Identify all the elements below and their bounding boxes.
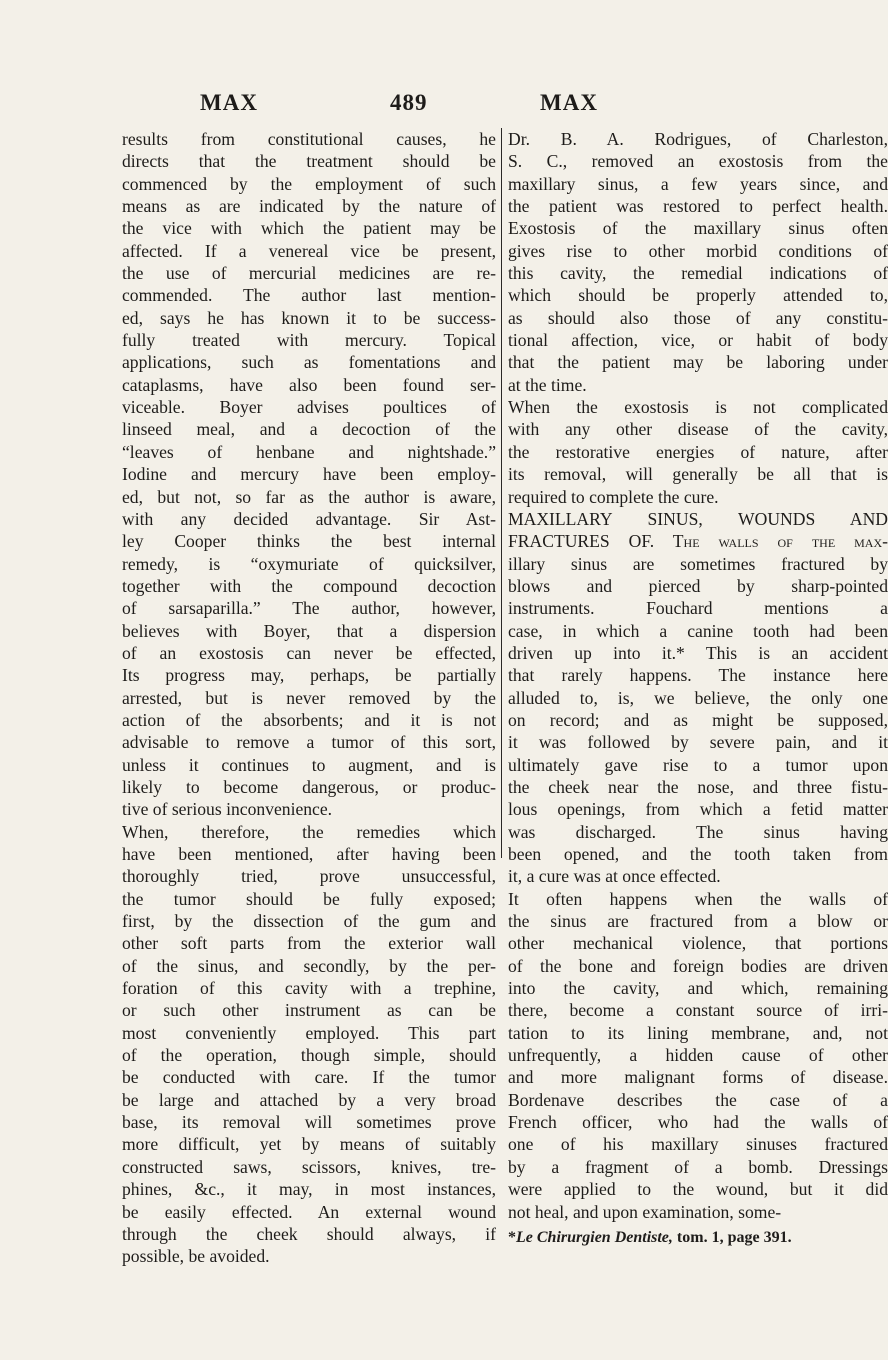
text-line: through the cheek should always, if [122, 1223, 496, 1244]
text-line: that rarely happens. The instance here [508, 665, 888, 686]
text-line: one of his maxillary sinuses fractured [508, 1134, 888, 1155]
column-divider [501, 128, 502, 858]
text-line: FRACTURES OF. The walls of the max- [508, 531, 888, 552]
text-line: and more malignant forms of disease. [508, 1067, 888, 1088]
text-line: tation to its lining membrane, and, not [508, 1022, 888, 1043]
text-line: as should also those of any constitu- [508, 307, 888, 328]
text-line: into the cavity, and which, remaining [508, 978, 888, 999]
text-line: at the time. [508, 374, 587, 395]
text-line: unless it continues to augment, and is [122, 754, 496, 775]
text-line: directs that the treatment should be [122, 151, 496, 172]
text-line: cataplasms, have also been found ser- [122, 374, 496, 395]
text-line: means as are indicated by the nature of [122, 196, 496, 217]
footnote [508, 1227, 888, 1249]
text-line: commended. The author last mention- [122, 285, 496, 306]
text-line: the cheek near the nose, and three fistu- [508, 776, 888, 797]
text-line: be easily effected. An external wound [122, 1201, 496, 1222]
text-line: alluded to, is, we believe, the only one [508, 687, 888, 708]
text-line: ley Cooper thinks the best internal [122, 531, 496, 552]
text-line: likely to become dangerous, or produc- [122, 776, 496, 797]
text-line: When, therefore, the remedies which [122, 821, 496, 842]
text-line: that the patient may be laboring under [508, 352, 888, 373]
text-line: believes with Boyer, that a dispersion [122, 620, 496, 641]
footnote-mark: * [508, 1228, 516, 1246]
text-line: Iodine and mercury have been employ- [122, 464, 496, 485]
text-line: illary sinus are sometimes fractured by [508, 553, 888, 574]
text-line: this cavity, the remedial indications of [508, 263, 888, 284]
text-line: tional affection, vice, or habit of body [508, 330, 888, 351]
text-line: ultimately gave rise to a tumor upon [508, 754, 888, 775]
text-line: of the sinus, and secondly, by the per- [122, 955, 496, 976]
text-line: results from constitutional causes, he [122, 129, 496, 149]
text-line: advisable to remove a tumor of this sort, [122, 732, 496, 753]
footnote-title: Le Chirurgien Dentiste, [516, 1228, 673, 1246]
footnote-reference: tom. 1, page 391. [672, 1228, 792, 1246]
text-line: Dr. B. A. Rodrigues, of Charleston, [508, 129, 888, 149]
text-line: which should be properly attended to, [508, 285, 888, 306]
text-line: it, a cure was at once effected. [508, 866, 721, 887]
text-line: tive of serious inconvenience. [122, 799, 333, 820]
text-line: Exostosis of the maxillary sinus often [508, 218, 888, 239]
text-line: applications, such as fomentations and [122, 352, 496, 373]
text-line: instruments. Fouchard mentions a [508, 598, 888, 619]
text-line: the tumor should be fully exposed; [122, 888, 496, 909]
text-line: was discharged. The sinus having [508, 821, 888, 842]
text-line: with any decided advantage. Sir Ast- [122, 508, 496, 529]
text-line: on record; and as might be supposed, [508, 709, 888, 730]
text-line: MAXILLARY SINUS, WOUNDS AND [508, 508, 888, 529]
text-line: the use of mercurial medicines are re- [122, 263, 496, 284]
text-line: Bordenave describes the case of a [508, 1089, 888, 1110]
text-line: of an exostosis can never be effected, [122, 642, 496, 663]
text-line: lous openings, from which a fetid matter [508, 799, 888, 820]
text-line: ed, says he has known it to be success- [122, 307, 496, 328]
text-line: viceable. Boyer advises poultices of [122, 397, 496, 418]
text-line: remedy, is “oxymuriate of quicksilver, [122, 553, 496, 574]
text-line: the vice with which the patient may be [122, 218, 496, 239]
text-line: ed, but not, so far as the author is aware, [122, 486, 496, 507]
text-line: its removal, will generally be all that is [508, 464, 888, 485]
text-line: “leaves of henbane and nightshade.” [122, 441, 496, 462]
text-line: the sinus are fractured from a blow or [508, 911, 888, 932]
text-line: It often happens when the walls of [508, 888, 888, 909]
text-line: thoroughly tried, prove unsuccessful, [122, 866, 496, 887]
text-line: other soft parts from the exterior wall [122, 933, 496, 954]
text-line: the patient was restored to perfect health. [508, 196, 888, 217]
left-column [122, 128, 496, 1268]
text-line: it was followed by severe pain, and it [508, 732, 888, 753]
text-line: maxillary sinus, a few years since, and [508, 173, 888, 194]
text-line: French officer, who had the walls of [508, 1112, 888, 1133]
header-left-word: MAX [200, 90, 258, 115]
text-line: more difficult, yet by means of suitably [122, 1134, 496, 1155]
text-line: Its progress may, perhaps, be partially [122, 665, 496, 686]
text-line: have been mentioned, after having been [122, 844, 496, 864]
text-line: were applied to the wound, but it did [508, 1179, 888, 1200]
text-line: case, in which a canine tooth had been [508, 620, 888, 641]
text-line: arrested, but is never removed by the [122, 687, 496, 708]
text-line: constructed saws, scissors, knives, tre- [122, 1156, 496, 1177]
text-line: of the bone and foreign bodies are driven [508, 955, 888, 976]
text-line: driven up into it.* This is an accident [508, 642, 888, 663]
text-line: linseed meal, and a decoction of the [122, 419, 496, 440]
header-right-word: MAX [540, 90, 598, 115]
text-line: be conducted with care. If the tumor [122, 1067, 496, 1088]
text-line: been opened, and the tooth taken from [508, 844, 888, 864]
text-line: action of the absorbents; and it is not [122, 709, 496, 730]
text-line: phines, &c., it may, in most instances, [122, 1179, 496, 1200]
text-line: by a fragment of a bomb. Dressings [508, 1156, 888, 1177]
text-line: together with the compound decoction [122, 575, 496, 596]
text-line: of sarsaparilla.” The author, however, [122, 598, 496, 619]
text-line: unfrequently, a hidden cause of other [508, 1045, 888, 1066]
text-line: S. C., removed an exostosis from the [508, 151, 888, 172]
text-line: foration of this cavity with a trephine, [122, 978, 496, 999]
text-line: the restorative energies of nature, after [508, 441, 888, 462]
page-number: 489 [390, 90, 428, 115]
text-line: first, by the dissection of the gum and [122, 911, 496, 932]
text-line: blows and pierced by sharp-pointed [508, 575, 888, 596]
text-line: be large and attached by a very broad [122, 1089, 496, 1110]
text-line: of the operation, though simple, should [122, 1045, 496, 1066]
right-column [508, 128, 888, 1249]
text-line: not heal, and upon examination, some- [508, 1201, 782, 1222]
text-line: gives rise to other morbid conditions of [508, 240, 888, 261]
text-line: there, become a constant source of irri- [508, 1000, 888, 1021]
text-line: base, its removal will sometimes prove [122, 1112, 496, 1133]
text-line: or such other instrument as can be [122, 1000, 496, 1021]
text-line: fully treated with mercury. Topical [122, 330, 496, 351]
text-line: with any other disease of the cavity, [508, 419, 888, 440]
text-line: affected. If a venereal vice be present, [122, 240, 496, 261]
text-line: possible, be avoided. [122, 1246, 270, 1267]
text-line: required to complete the cure. [508, 486, 719, 507]
text-line: commenced by the employment of such [122, 173, 496, 194]
text-line: When the exostosis is not complicated [508, 397, 888, 418]
text-line: most conveniently employed. This part [122, 1022, 496, 1043]
text-line: other mechanical violence, that portions [508, 933, 888, 954]
running-header [200, 90, 620, 120]
